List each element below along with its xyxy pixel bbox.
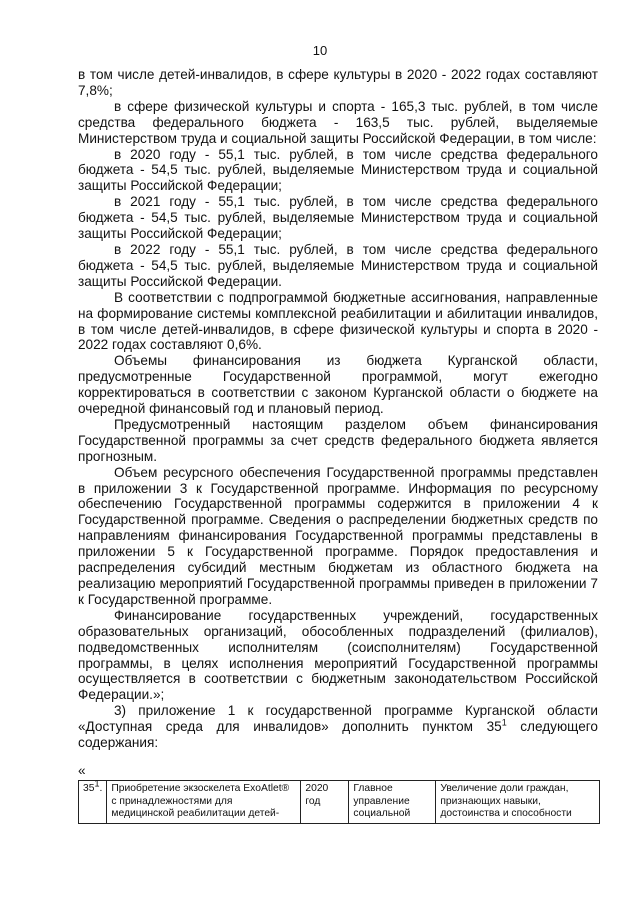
- paragraph-amendment: [78, 703, 598, 751]
- result-cell: Увеличение доли граждан, признающих навыки, достоинства и способности: [436, 781, 600, 824]
- amendment-text-before: 3) приложение 1 к государственной программе Курганской области «Доступная среда для инвалидов» дополнить пунктом 35: [78, 703, 598, 735]
- paragraph-sport-share: В соответствии с подпрограммой бюджетные ассигнования, направленные на формирование системы комплексной реабилитации и абилитации инвалидов, в том числе детей-инвалидов, в сфере физической культуры и спорта в 2020 - 2022 годах составляют 0,6%.: [78, 289, 598, 353]
- table-row: [79, 781, 600, 824]
- row-number: 35: [83, 783, 95, 794]
- row-number-dot: .: [99, 783, 103, 794]
- row-number-cell: [79, 778, 107, 824]
- paragraph-institutions: Финансирование государственных учреждений, государственных образовательных организаций, обособленных подразделений (филиалов), подведомственных исполнителям (соисполнителям) Государственной программы, в целях исполнения мероприятий Государственной программы осуществляется в соответствии с бюджетным законодательством Российской Федерации.»;: [78, 607, 598, 703]
- paragraph-2022: в 2022 году - 55,1 тыс. рублей, в том числе средства федерального бюджета - 54,5 тыс. рублей, выделяемые Министерством труда и социальной защиты Российской Федерации.: [78, 241, 598, 289]
- paragraph-resources: Объем ресурсного обеспечения Государственной программы представлен в приложении 3 к Государственной программе. Информация по ресурсному обеспечению Государственной программы содержится в приложении 4 к Государственной программе. Сведения о распределении бюджетных средств по направлениям финансирования Государственной программы представлены в приложении 5 к Государственной программе. Порядок предоставления и распределения субсидий местным бюджетам из областного бюджета на реализацию мероприятий Государственной программы приведен в приложении 7 к Государственной программе.: [78, 464, 598, 607]
- page-number: 10: [312, 43, 328, 58]
- paragraph-volumes: Объемы финансирования из бюджета Курганской области, предусмотренные Государственной программой, могут ежегодно корректироваться в соответствии с законом Курганской области о бюджете на очередной финансовый год и плановый период.: [78, 353, 598, 417]
- amendment-text-after: следующего содержания:: [78, 719, 598, 751]
- amendment-superscript: 1: [501, 717, 507, 728]
- appendix-table: [78, 780, 600, 824]
- paragraph-2020: в 2020 году - 55,1 тыс. рублей, в том числе средства федерального бюджета - 54,5 тыс. рублей, выделяемые Министерством труда и социальной защиты Российской Федерации;: [78, 146, 598, 194]
- paragraph-forecast: Предусмотренный настоящим разделом объем финансирования Государственной программы за счет средств федерального бюджета является прогнозным.: [78, 416, 598, 464]
- paragraph-2021: в 2021 году - 55,1 тыс. рублей, в том числе средства федерального бюджета - 54,5 тыс. рублей, выделяемые Министерством труда и социальной защиты Российской Федерации;: [78, 194, 598, 242]
- row-number-superscript: 1: [94, 778, 100, 789]
- paragraph-culture-share: в том числе детей-инвалидов, в сфере культуры в 2020 - 2022 годах составляют 7,8%;: [78, 67, 598, 98]
- open-quote: «: [78, 763, 86, 778]
- document-body: [78, 67, 598, 751]
- event-cell: Приобретение экзоскелета ExoAtlet® с принадлежностями для медицинской реабилитации детей-: [107, 781, 301, 824]
- paragraph-sport-total: в сфере физической культуры и спорта - 165,3 тыс. рублей, в том числе средства федерального бюджета - 163,5 тыс. рублей, выделяемые Министерством труда и социальной защиты Российской Федерации, в том числе:: [78, 98, 598, 146]
- year-cell: 2020 год: [301, 781, 349, 824]
- executor-cell: Главное управление социальной: [349, 781, 436, 824]
